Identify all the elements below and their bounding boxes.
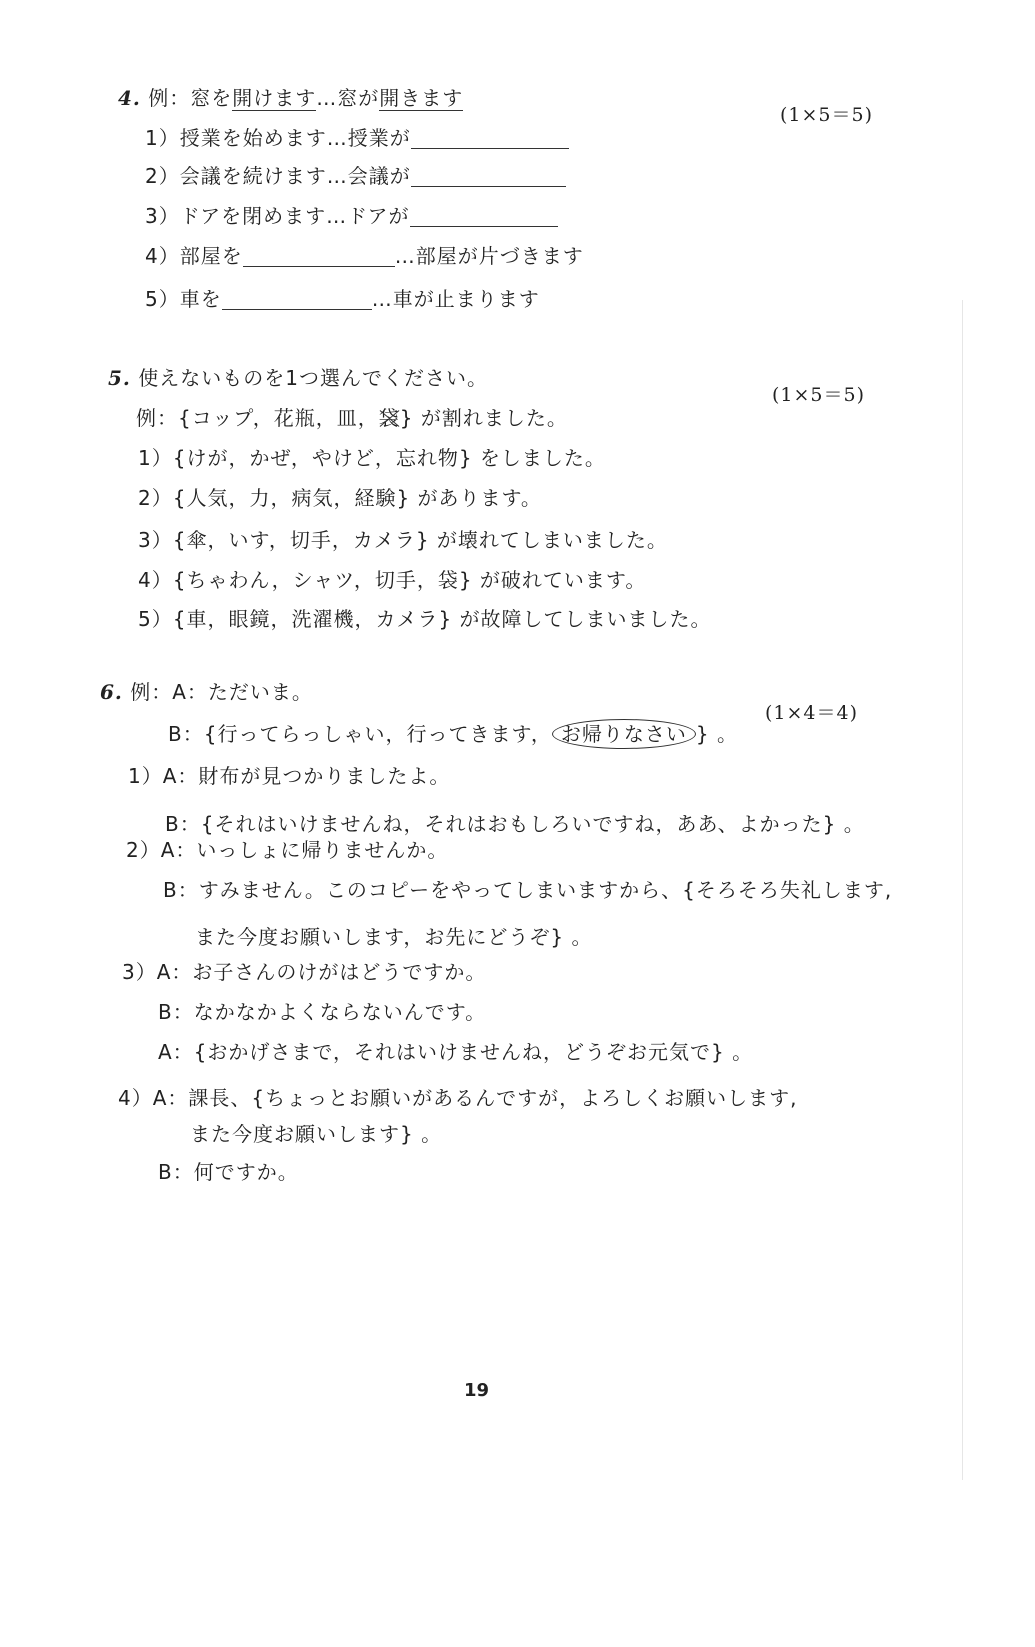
answer-blank[interactable]: [222, 289, 372, 310]
section-4-q5-text-b: …車が止まります: [371, 287, 540, 311]
section-6-q1a: 1）A：財布が見つかりましたよ。: [128, 764, 451, 788]
section-6-q2a: 2）A：いっしょに帰りませんか。: [126, 838, 449, 862]
section-4-q3: [145, 204, 558, 228]
section-6-example-b: [168, 722, 738, 746]
scan-edge-line: [962, 300, 963, 1480]
section-5-score: (1×5＝5): [772, 384, 866, 406]
section-4-q1-text: 1）授業を始めます…授業が: [145, 126, 411, 150]
section-5-example: [136, 406, 568, 430]
section-6-q1b: B：{それはいけませんね，それはおもしろいですね，ああ、よかった} 。: [165, 812, 865, 836]
section-6-q2b: B：すみません。このコピーをやってしまいますから、{そろそろ失礼します,: [163, 878, 893, 902]
section-6-q3c: A：{おかげさまで，それはいけませんね，どうぞお元気で} 。: [158, 1040, 754, 1064]
page-number: 19: [464, 1380, 490, 1401]
section-4-q3-text: 3）ドアを閉めます…ドアが: [145, 204, 410, 228]
circled-answer: お帰りなさい: [552, 719, 696, 749]
section-5-title-text: 使えないものを1つ選んでください。: [138, 366, 488, 390]
answer-blank[interactable]: [411, 166, 566, 187]
section-4-q1: [145, 126, 569, 150]
section-6-q4c: B：何ですか。: [158, 1160, 299, 1184]
section-5-q4: 4）{ちゃわん，シャツ，切手，袋} が破れています。: [138, 568, 647, 592]
section-4-q4: [145, 244, 584, 268]
section-6-example-b-text-a: B：{行ってらっしゃい，行ってきます，: [168, 722, 552, 746]
answer-blank[interactable]: [243, 246, 395, 267]
answer-blank[interactable]: [410, 206, 558, 227]
section-6-q2c: また今度お願いします，お先にどうぞ} 。: [195, 925, 593, 949]
section-4-example-text-a: 例：窓を: [148, 86, 233, 110]
section-4-score: (1×5＝5): [780, 104, 874, 126]
section-6-score: (1×4＝4): [765, 702, 859, 724]
section-4-example: [118, 86, 463, 110]
section-4-example-underlined-1: 開けます: [232, 86, 317, 110]
section-6-example-a: [100, 680, 313, 704]
section-5-q3: 3）{傘，いす，切手，カメラ} が壊れてしまいました。: [138, 528, 668, 552]
section-5-title: [108, 366, 488, 390]
section-5-q5: 5）{車，眼鏡，洗濯機，カメラ} が故障してしまいました。: [138, 607, 712, 631]
section-5-example-text-a: 例：{コップ，花瓶，皿，: [136, 406, 379, 430]
section-6-example-a-text: 例：A：ただいま。: [130, 680, 313, 704]
section-4-q2-text: 2）会議を続けます…会議が: [145, 164, 411, 188]
section-6-q4a: 4）A：課長、{ちょっとお願いがあるんですが，よろしくお願いします,: [118, 1086, 798, 1110]
section-6-example-b-text-b: } 。: [695, 722, 738, 746]
section-4-example-underlined-2: 開きます: [379, 86, 464, 110]
section-5-number: 5.: [108, 366, 131, 390]
crossed-out-answer: 袋: [378, 406, 400, 430]
section-5-q2: 2）{人気，力，病気，経験} があります。: [138, 486, 542, 510]
section-4-number: 4.: [118, 86, 141, 110]
section-4-example-text-c: …窓が: [316, 86, 380, 110]
section-4-q5-text-a: 5）車を: [145, 287, 222, 311]
section-6-q3b: B：なかなかよくならないんです。: [158, 1000, 487, 1024]
section-4-q2: [145, 164, 566, 188]
section-4-q5: [145, 287, 540, 311]
answer-blank[interactable]: [411, 128, 569, 149]
section-6-q3a: 3）A：お子さんのけがはどうですか。: [122, 960, 487, 984]
section-6-q4b: また今度お願いします} 。: [190, 1122, 443, 1146]
section-5-q1: 1）{けが，かぜ，やけど，忘れ物} をしました。: [138, 446, 606, 470]
section-6-number: 6.: [100, 680, 123, 704]
section-5-example-text-b: } が割れました。: [399, 406, 568, 430]
section-4-q4-text-a: 4）部屋を: [145, 244, 243, 268]
section-4-q4-text-b: …部屋が片づきます: [394, 244, 584, 268]
